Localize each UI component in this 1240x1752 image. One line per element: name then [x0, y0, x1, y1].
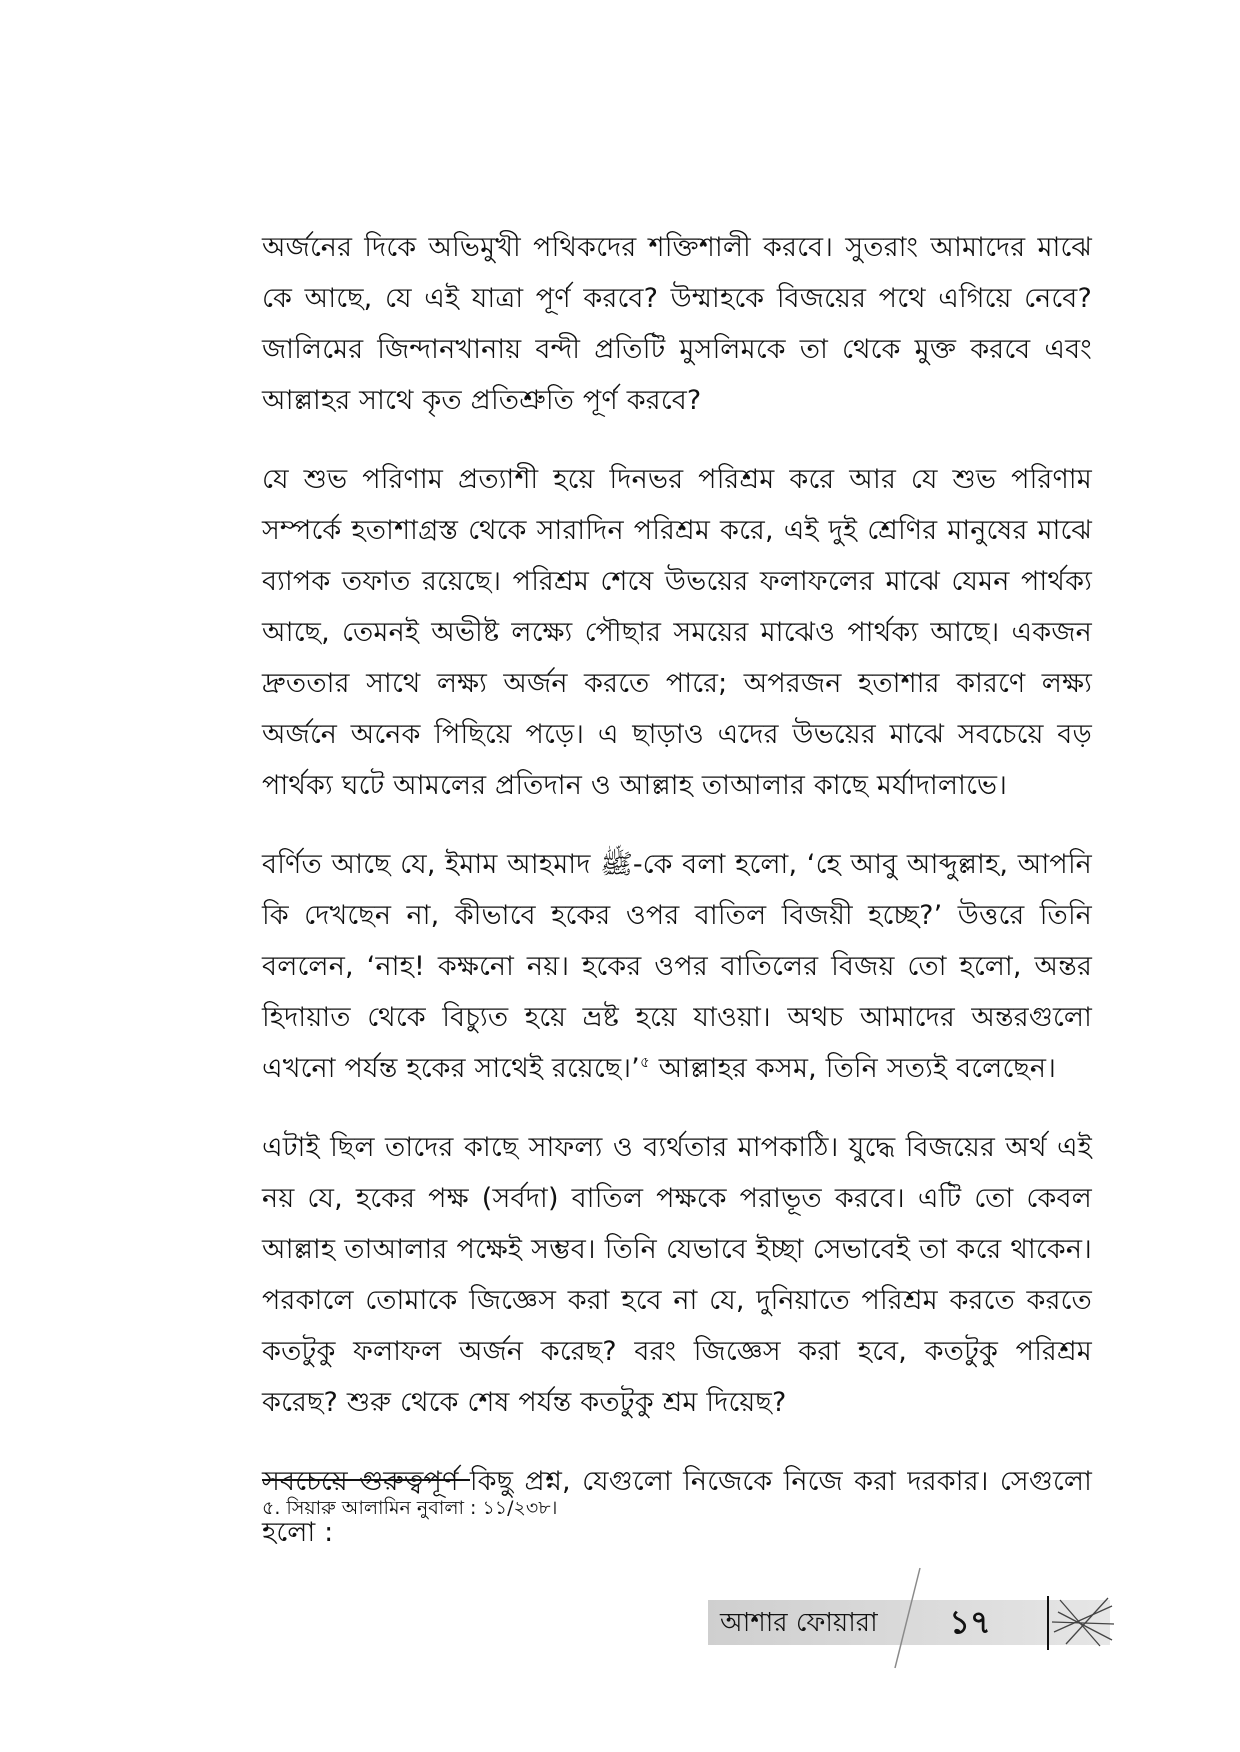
footnote: ৫. সিয়ারু আলামিন নুবালা : ১১/২৩৮।: [262, 1497, 558, 1519]
footer-book-title: আশার ফোয়ারা: [720, 1608, 878, 1638]
body-text: [262, 222, 1092, 1586]
paragraph-3-text: বর্ণিত আছে যে, ইমাম আহমাদ ﷺ-কে বলা হলো, ‘হে আবু আব্দুল্লাহ, আপনি কি দেখছেন না, কীভাবে হকের ওপর বাতিল বিজয়ী হচ্ছে?’ উত্তরে তিনি বললেন, ‘নাহ! কক্ষনো নয়। হকের ওপর বাতিলের বিজয় তো হলো, অন্তর হিদায়াত থেকে বিচ্যুত হয়ে ভ্রষ্ট হয়ে যাওয়া। অথচ আমাদের অন্তরগুলো এখনো পর্যন্ত হকের সাথেই রয়েছে।’: [262, 849, 1092, 1084]
paragraph-5: সবচেয়ে গুরুত্বপূর্ণ কিছু প্রশ্ন, যেগুলো নিজেকে নিজে করা দরকার। সেগুলো হলো :: [262, 1466, 1092, 1548]
footnote-marker[interactable]: ৫: [639, 1053, 650, 1071]
footer-page-number: ১৭: [949, 1603, 991, 1641]
paragraph-3-tail: আল্লাহর কসম, তিনি সত্যই বলেছেন।: [649, 1053, 1057, 1084]
paragraph-3: [262, 839, 1092, 1094]
footnote-divider: [262, 1479, 470, 1481]
paragraph-2: যে শুভ পরিণাম প্রত্যাশী হয়ে দিনভর পরিশ্রম করে আর যে শুভ পরিণাম সম্পর্কে হতাশাগ্রস্ত থেকে সারাদিন পরিশ্রম করে, এই দুই শ্রেণির মানুষের মাঝে ব্যাপক তফাত রয়েছে। পরিশ্রম শেষে উভয়ের ফলাফলের মাঝে যেমন পার্থক্য আছে, তেমনই অভীষ্ট লক্ষ্যে পৌছার সময়ের মাঝেও পার্থক্য আছে। একজন দ্রুততার সাথে লক্ষ্য অর্জন করতে পারে; অপরজন হতাশার কারণে লক্ষ্য অর্জনে অনেক পিছিয়ে পড়ে। এ ছাড়াও এদের উভয়ের মাঝে সবচেয়ে বড় পার্থক্য ঘটে আমলের প্রতিদান ও আল্লাহ তাআলার কাছে মর্যাদালাভে।: [262, 464, 1092, 801]
paragraph-1: অর্জনের দিকে অভিমুখী পথিকদের শক্তিশালী করবে। সুতরাং আমাদের মাঝে কে আছে, যে এই যাত্রা পূর্ণ করবে? উম্মাহকে বিজয়ের পথে এগিয়ে নেবে? জালিমের জিন্দানখানায় বন্দী প্রতিটি মুসলিমকে তা থেকে মুক্ত করবে এবং আল্লাহর সাথে কৃত প্রতিশ্রুতি পূর্ণ করবে?: [262, 232, 1092, 416]
paragraph-4: এটাই ছিল তাদের কাছে সাফল্য ও ব্যর্থতার মাপকাঠি। যুদ্ধে বিজয়ের অর্থ এই নয় যে, হকের পক্ষ (সর্বদা) বাতিল পক্ষকে পরাভূত করবে। এটি তো কেবল আল্লাহ তাআলার পক্ষেই সম্ভব। তিনি যেভাবে ইচ্ছা সেভাবেই তা করে থাকেন। পরকালে তোমাকে জিজ্ঞেস করা হবে না যে, দুনিয়াতে পরিশ্রম করতে করতে কতটুকু ফলাফল অর্জন করেছ? বরং জিজ্ঞেস করা হবে, কতটুকু পরিশ্রম করেছ? শুরু থেকে শেষ পর্যন্ত কতটুকু শ্রম দিয়েছ?: [262, 1132, 1092, 1418]
